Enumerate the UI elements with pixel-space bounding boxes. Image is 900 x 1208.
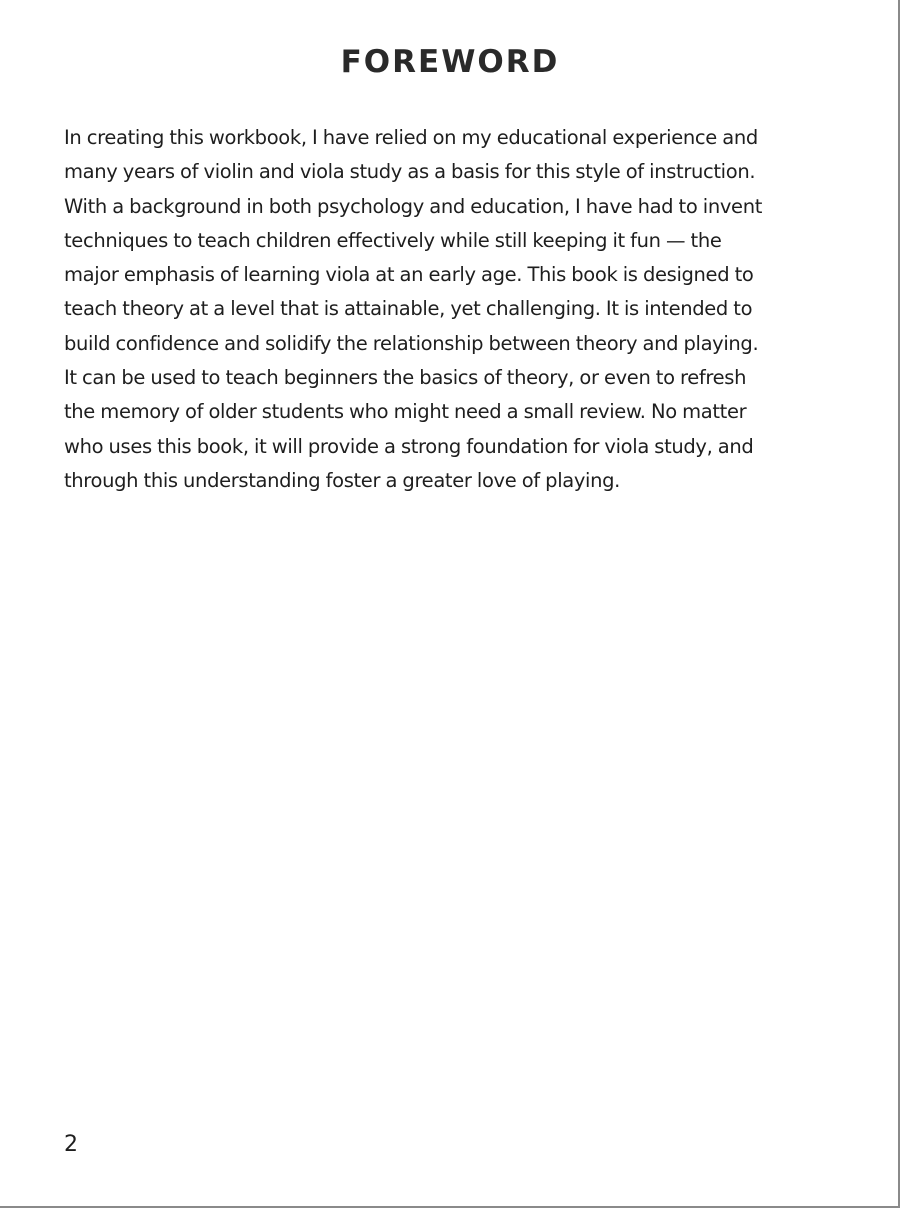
paragraph-line: many years of violin and viola study as a basis for this style of instruction. — [64, 160, 756, 184]
paragraph-line: teach theory at a level that is attainable, yet challenging. It is intended to — [64, 297, 753, 321]
paragraph-line: the memory of older students who might need a small review. No matter — [64, 400, 747, 424]
paragraph-line: With a background in both psychology and education, I have had to invent — [64, 194, 763, 218]
page-number: 2 — [64, 1132, 78, 1157]
paragraph-line: It can be used to teach beginners the basics of theory, or even to refresh — [64, 366, 747, 390]
paragraph-line: through this understanding foster a greater love of playing. — [64, 468, 621, 492]
foreword-paragraph — [64, 121, 854, 498]
page-title: FOREWORD — [340, 44, 560, 80]
paragraph-line: build confidence and solidify the relationship between theory and playing. — [64, 331, 759, 355]
paragraph-line: major emphasis of learning viola at an early age. This book is designed to — [64, 263, 754, 287]
paragraph-line: techniques to teach children effectively while still keeping it fun — the — [64, 228, 722, 252]
paragraph-line: In creating this workbook, I have relied on my educational experience and — [64, 126, 758, 149]
paragraph-line: who uses this book, it will provide a strong foundation for viola study, and — [64, 434, 754, 458]
